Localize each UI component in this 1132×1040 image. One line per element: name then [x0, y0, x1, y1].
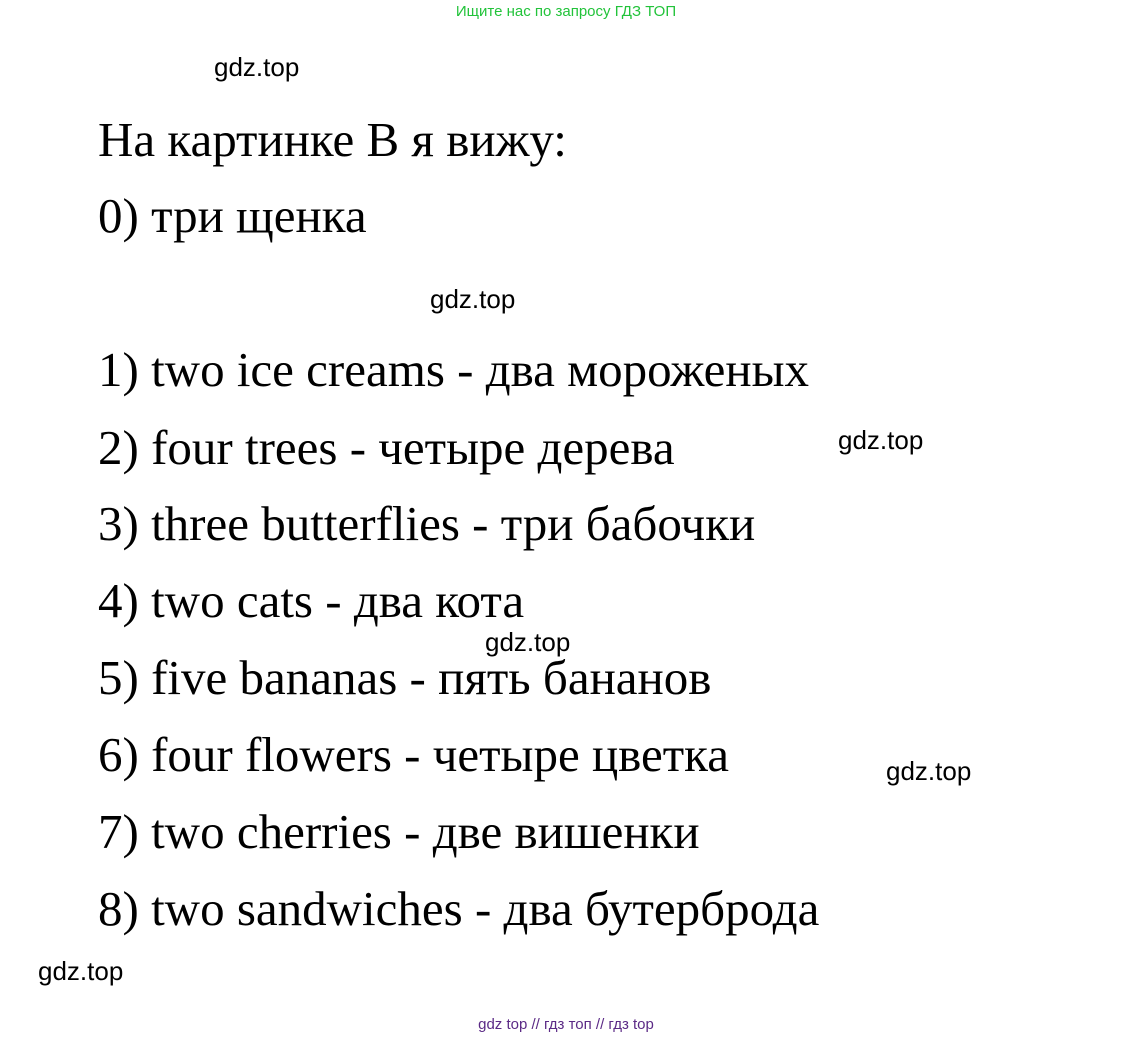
top-banner: Ищите нас по запросу ГДЗ ТОП: [455, 3, 677, 20]
list-item: 0) три щенка: [98, 188, 367, 243]
watermark: gdz.top: [886, 756, 972, 786]
list-item: 4) two cats - два кота: [98, 573, 525, 628]
heading: На картинке B я вижу:: [98, 112, 567, 167]
list-item: 5) five bananas - пять бананов: [98, 650, 712, 705]
list-item: 2) four trees - четыре дерева: [98, 420, 675, 475]
footer-links: gdz top // гдз топ // гдз top: [478, 1016, 654, 1033]
watermark: gdz.top: [485, 627, 571, 657]
watermark: gdz.top: [214, 52, 300, 82]
list-item: 3) three butterflies - три бабочки: [98, 496, 756, 551]
list-item: 7) two cherries - две вишенки: [98, 804, 700, 859]
list-item: 8) two sandwiches - два бутерброда: [98, 881, 820, 936]
watermark: gdz.top: [430, 284, 516, 314]
list-item: 6) four flowers - четыре цветка: [98, 727, 729, 782]
watermark: gdz.top: [38, 956, 124, 986]
list-item: 1) two ice creams - два мороженых: [98, 342, 810, 397]
watermark: gdz.top: [838, 425, 924, 455]
